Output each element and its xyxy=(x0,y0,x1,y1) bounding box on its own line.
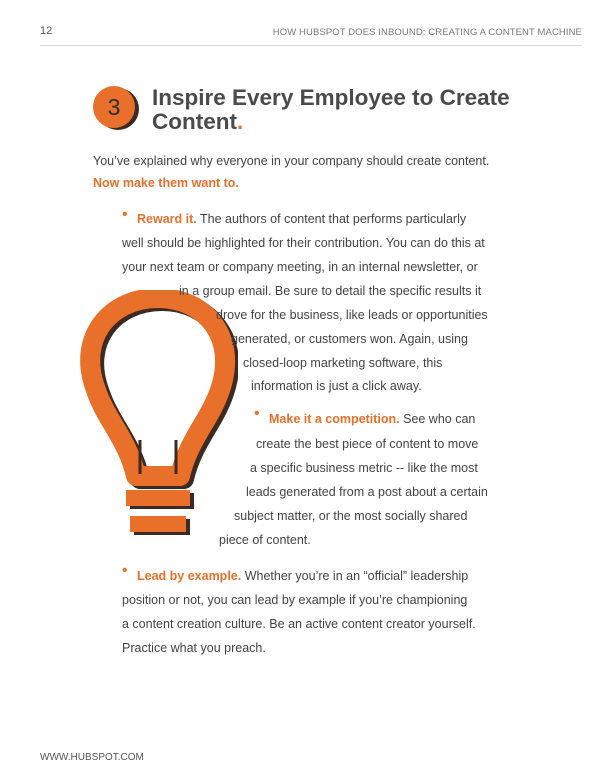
running-head: HOW HUBSPOT DOES INBOUND: CREATING A CONTENT MACHINE xyxy=(272,27,582,38)
bullet-line: information is just a click away. xyxy=(251,379,422,393)
bullet-dot: • xyxy=(122,562,128,579)
bullet-line: Make it a competition. See who can xyxy=(269,412,476,426)
bullet-line: leads generated from a post about a certain xyxy=(246,485,488,499)
bullet-line: drove for the business, like leads or opportunities xyxy=(216,308,488,322)
bullet-line: generated, or customers won. Again, using xyxy=(231,332,468,346)
bullet-line: in a group email. Be sure to detail the specific results it xyxy=(179,284,482,298)
page-number: 12 xyxy=(40,25,53,37)
bullet-line: subject matter, or the most socially shared xyxy=(234,509,468,523)
bullet-line: a content creation culture. Be an active content creator yourself. xyxy=(122,617,476,631)
bullet-line: a specific business metric -- like the most xyxy=(250,461,478,475)
bullet-line: Reward it. The authors of content that performs particularly xyxy=(137,212,467,226)
bullet-line: position or not, you can lead by example if you’re championing xyxy=(122,593,468,607)
title-line-2: Content. xyxy=(152,109,244,134)
bullet-line: closed-loop marketing software, this xyxy=(243,356,443,370)
footer-url[interactable]: WWW.HUBSPOT.COM xyxy=(40,752,144,763)
bullet-dot: • xyxy=(254,405,260,422)
intro-text: You’ve explained why everyone in your company should create content. xyxy=(93,154,490,168)
title-line-1: Inspire Every Employee to Create xyxy=(152,85,510,110)
bullet-dot: • xyxy=(122,206,128,223)
section-number-badge xyxy=(93,86,139,132)
bullet-line: your next team or company meeting, in an internal newsletter, or xyxy=(122,260,478,274)
intro-paragraph xyxy=(93,150,489,194)
bullet-line: create the best piece of content to move xyxy=(256,437,479,451)
section-number: 3 xyxy=(93,86,135,128)
intro-emphasis: Now make them want to. xyxy=(93,176,239,190)
bullet-line: well should be highlighted for their contribution. You can do this at xyxy=(122,236,485,250)
section-title xyxy=(152,86,510,134)
bullet-line: Practice what you preach. xyxy=(122,641,266,655)
bullet-line: piece of content. xyxy=(219,533,311,547)
header-divider xyxy=(40,45,582,46)
bullet-line: Lead by example. Whether you’re in an “official” leadership xyxy=(137,569,469,583)
lightbulb-icon xyxy=(78,290,238,550)
